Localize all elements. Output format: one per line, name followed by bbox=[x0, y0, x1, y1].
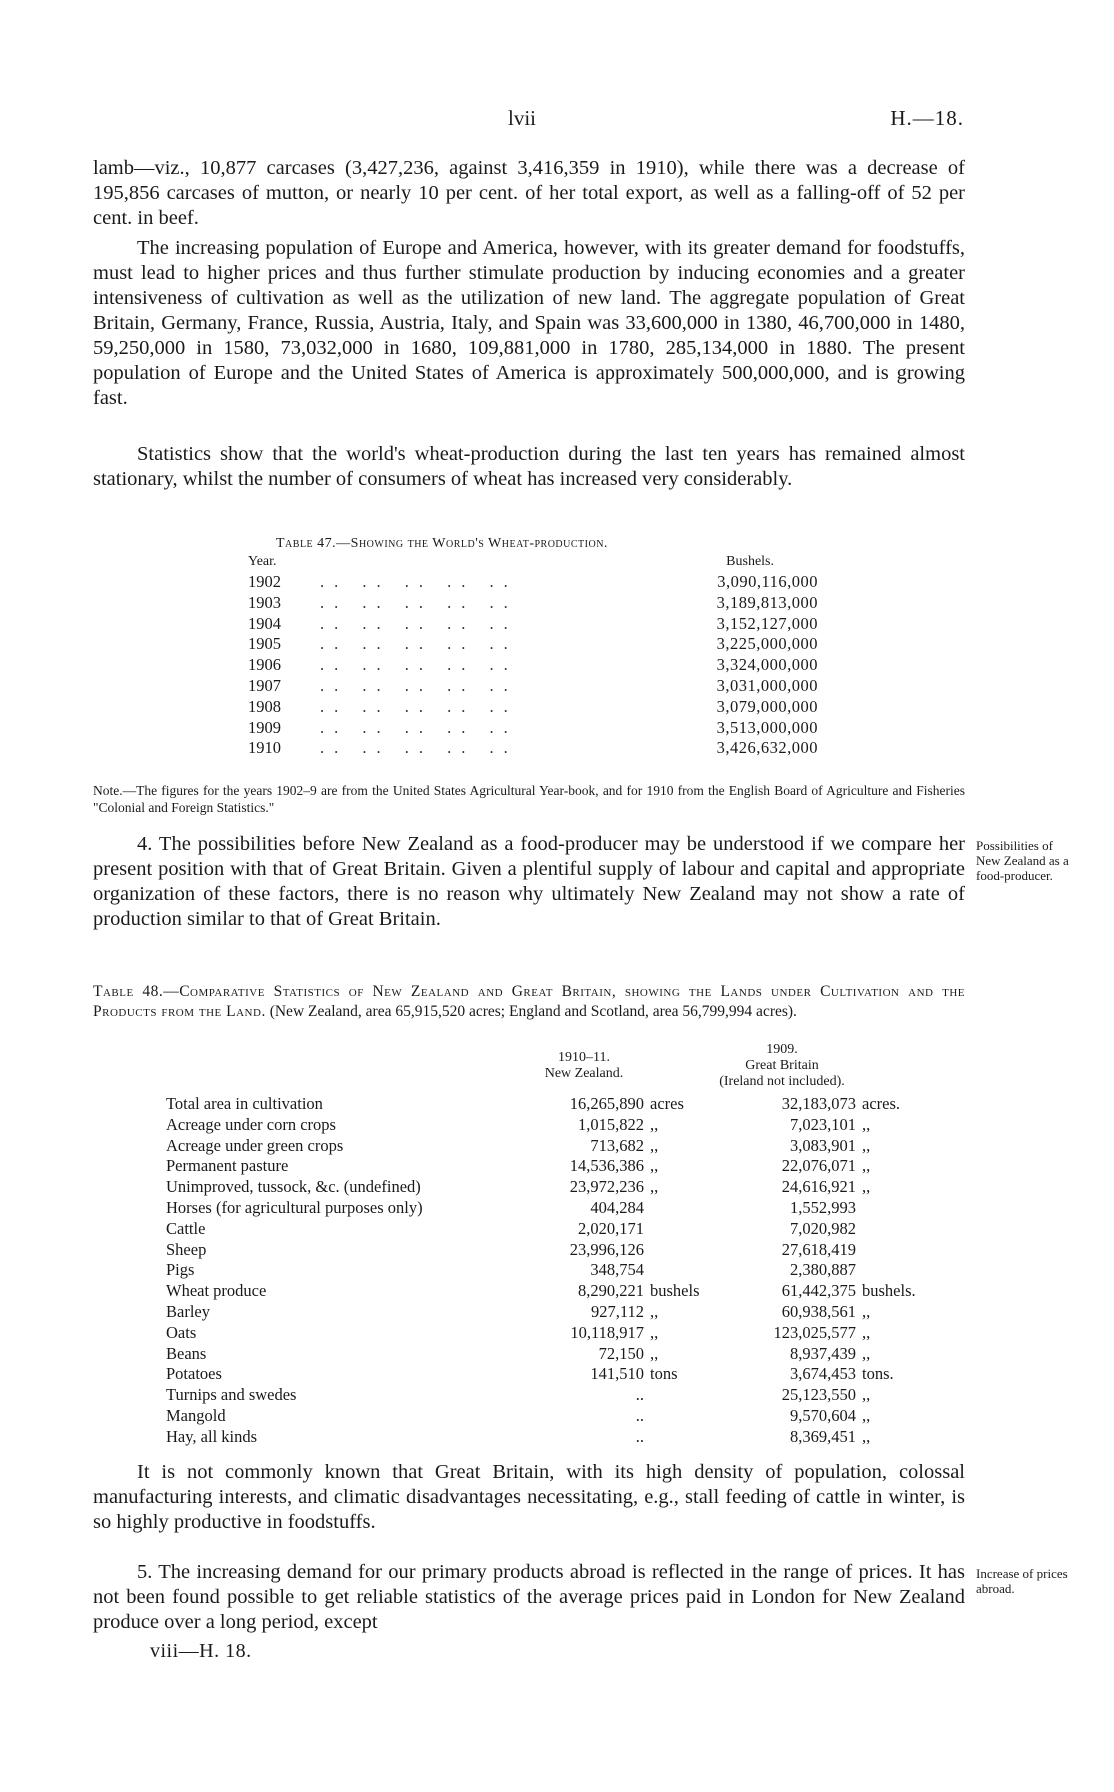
table-48-caption-lead: Table 48. bbox=[93, 983, 164, 1000]
nz-value-cell: 23,996,126 bbox=[569, 1239, 644, 1259]
bushels-cell: 3,079,000,000 bbox=[716, 696, 818, 716]
year-cell: 1907 bbox=[248, 675, 281, 695]
nz-unit-cell: ,, bbox=[650, 1156, 659, 1176]
gb-value-cell: 25,123,550 bbox=[781, 1385, 856, 1405]
nz-value-cell: 72,150 bbox=[598, 1343, 644, 1363]
row-label: Total area in cultivation bbox=[166, 1094, 323, 1113]
column-header-nz-name: New Zealand. bbox=[544, 1066, 624, 1081]
table-row bbox=[166, 1406, 906, 1427]
margin-note-possibilities: Possibilities of New Zealand as a food-producer. bbox=[976, 838, 1069, 883]
row-label: Mangold bbox=[166, 1405, 226, 1425]
table-row bbox=[166, 1219, 906, 1240]
table-48-caption bbox=[93, 982, 965, 1022]
gb-unit-cell: acres. bbox=[862, 1094, 901, 1113]
gb-value-cell: 8,937,439 bbox=[790, 1343, 856, 1363]
nz-unit-cell: ,, bbox=[650, 1322, 659, 1342]
column-header-great-britain bbox=[682, 1042, 882, 1090]
row-label: Beans bbox=[166, 1343, 207, 1363]
gb-unit-cell: tons. bbox=[862, 1364, 894, 1384]
nz-unit-cell: ,, bbox=[650, 1177, 659, 1197]
row-label: Unimproved, tussock, &c. (undefined) bbox=[166, 1177, 421, 1197]
gb-value-cell: 32,183,073 bbox=[781, 1094, 856, 1113]
gb-value-cell: 27,618,419 bbox=[781, 1239, 856, 1259]
table-row bbox=[166, 1302, 906, 1323]
gb-value-cell: 7,020,982 bbox=[790, 1218, 856, 1238]
margin-note-increase: Increase of prices abroad. bbox=[976, 1566, 1068, 1596]
gb-value-cell: 3,083,901 bbox=[790, 1135, 856, 1155]
leader-dots: .. .. .. .. .. bbox=[320, 738, 518, 758]
gb-value-cell: 60,938,561 bbox=[781, 1301, 856, 1321]
nz-unit-cell: tons bbox=[650, 1364, 678, 1384]
year-cell: 1903 bbox=[248, 592, 281, 612]
gb-value-cell: 22,076,071 bbox=[781, 1156, 856, 1176]
column-header-nz-year: 1910–11. bbox=[558, 1050, 610, 1065]
table-row bbox=[248, 676, 818, 697]
table-row bbox=[248, 572, 818, 593]
row-label: Oats bbox=[166, 1322, 197, 1342]
leader-dots: .. .. .. .. .. bbox=[320, 655, 518, 675]
table-row bbox=[166, 1281, 916, 1302]
nz-unit-cell: bushels bbox=[650, 1281, 700, 1301]
row-label: Pigs bbox=[166, 1260, 195, 1280]
table-row bbox=[248, 697, 818, 718]
gb-value-cell: 3,674,453 bbox=[790, 1364, 856, 1384]
table-row bbox=[248, 634, 818, 655]
year-cell: 1906 bbox=[248, 655, 281, 675]
table-48-caption-title: —Comparative Statistics of New Zealand and Great Britain, showing the Lands under Cultivation and the Products from the Land. bbox=[93, 983, 965, 1020]
nz-value-cell: 348,754 bbox=[590, 1260, 644, 1280]
gb-unit-cell: ,, bbox=[862, 1405, 871, 1425]
leader-dots: .. .. .. .. .. bbox=[320, 696, 518, 716]
gb-unit-cell: ,, bbox=[862, 1301, 871, 1321]
gb-unit-cell: ,, bbox=[862, 1114, 871, 1134]
gb-value-cell: 8,369,451 bbox=[790, 1426, 856, 1446]
leader-dots: .. .. .. .. .. bbox=[320, 675, 518, 695]
nz-value-cell: 10,118,917 bbox=[570, 1322, 644, 1342]
gb-unit-cell: ,, bbox=[862, 1426, 871, 1446]
table-row bbox=[248, 718, 818, 739]
bushels-cell: 3,090,116,000 bbox=[717, 572, 818, 591]
paragraph-prices: 5. The increasing demand for our primary products abroad is reflected in the range of prices. It has not been found possible to get reliable statistics of the average prices paid in London for New Zealand produce over a long period, except bbox=[93, 1561, 965, 1633]
nz-value-cell: 16,265,890 bbox=[569, 1094, 644, 1113]
table-row bbox=[166, 1198, 906, 1219]
paragraph-wheat-statistics: Statistics show that the world's wheat-production during the last ten years has remained almost stationary, whilst the number of consumers of wheat has increased very considerably. bbox=[93, 443, 965, 490]
table-row bbox=[166, 1364, 906, 1385]
table-row bbox=[248, 614, 818, 635]
gb-unit-cell: ,, bbox=[862, 1343, 871, 1363]
nz-value-cell: 713,682 bbox=[590, 1135, 644, 1155]
year-cell: 1910 bbox=[248, 738, 281, 758]
gb-value-cell: 123,025,577 bbox=[773, 1322, 856, 1342]
table-row bbox=[166, 1094, 906, 1115]
year-cell: 1902 bbox=[248, 572, 281, 591]
leader-dots: .. .. .. .. .. bbox=[320, 613, 518, 633]
nz-value-cell: 2,020,171 bbox=[578, 1218, 644, 1238]
gb-value-cell: 61,442,375 bbox=[781, 1281, 856, 1301]
gb-unit-cell: bushels. bbox=[862, 1281, 916, 1301]
table-row bbox=[166, 1344, 906, 1365]
nz-value-cell: .. bbox=[635, 1385, 644, 1405]
document-reference: H.—18. bbox=[890, 106, 964, 130]
row-label: Horses (for agricultural purposes only) bbox=[166, 1197, 423, 1217]
bushels-cell: 3,152,127,000 bbox=[716, 613, 818, 633]
year-cell: 1905 bbox=[248, 634, 281, 654]
table-row bbox=[248, 738, 818, 759]
nz-value-cell: 927,112 bbox=[590, 1301, 644, 1321]
gb-unit-cell: ,, bbox=[862, 1156, 871, 1176]
column-header-gb-name: Great Britain bbox=[745, 1058, 819, 1073]
row-label: Hay, all kinds bbox=[166, 1426, 258, 1446]
table-47-header bbox=[248, 554, 818, 572]
leader-dots: .. .. .. .. .. bbox=[320, 634, 518, 654]
gb-value-cell: 1,552,993 bbox=[790, 1197, 856, 1217]
row-label: Turnips and swedes bbox=[166, 1385, 297, 1405]
column-header-gb-year: 1909. bbox=[766, 1042, 798, 1057]
nz-value-cell: 141,510 bbox=[590, 1364, 644, 1384]
row-label: Permanent pasture bbox=[166, 1156, 289, 1176]
leader-dots: .. .. .. .. .. bbox=[320, 717, 518, 737]
nz-value-cell: 23,972,236 bbox=[569, 1177, 644, 1197]
row-label: Acreage under corn crops bbox=[166, 1114, 336, 1134]
column-header-bushels: Bushels. bbox=[726, 554, 774, 569]
nz-unit-cell: ,, bbox=[650, 1343, 659, 1363]
page-header bbox=[0, 106, 1114, 134]
table-row bbox=[166, 1156, 906, 1177]
leader-dots: .. .. .. .. .. bbox=[320, 592, 518, 612]
gb-value-cell: 9,570,604 bbox=[790, 1405, 856, 1425]
row-label: Barley bbox=[166, 1301, 210, 1321]
page-number: lvii bbox=[508, 106, 537, 130]
paragraph-possibilities: 4. The possibilities before New Zealand as a food-producer may be understood if we compare her present position with that of Great Britain. Given a plentiful supply of labour and capital and appropriate organization of these factors, there is no reason why ultimately New Zealand may not show a rate of production similar to that of Great Britain. bbox=[93, 833, 965, 930]
table-row bbox=[166, 1240, 906, 1261]
column-header-new-zealand bbox=[524, 1050, 644, 1082]
row-label: Wheat produce bbox=[166, 1281, 267, 1301]
nz-value-cell: 1,015,822 bbox=[578, 1114, 644, 1134]
gb-unit-cell: ,, bbox=[862, 1135, 871, 1155]
table-47 bbox=[248, 554, 818, 759]
nz-unit-cell: ,, bbox=[650, 1135, 659, 1155]
bushels-cell: 3,324,000,000 bbox=[716, 655, 818, 675]
nz-unit-cell: ,, bbox=[650, 1301, 659, 1321]
year-cell: 1909 bbox=[248, 717, 281, 737]
bushels-cell: 3,031,000,000 bbox=[716, 675, 818, 695]
table-row bbox=[166, 1115, 906, 1136]
table-47-note: Note.—The figures for the years 1902–9 are from the United States Agricultural Year-book, and for 1910 from the English Board of Agriculture and Fisheries "Colonial and Foreign Statistics." bbox=[93, 783, 965, 815]
row-label: Sheep bbox=[166, 1239, 207, 1259]
table-row bbox=[248, 593, 818, 614]
table-row bbox=[166, 1323, 906, 1344]
year-cell: 1904 bbox=[248, 613, 281, 633]
row-label: Acreage under green crops bbox=[166, 1135, 344, 1155]
nz-value-cell: 8,290,221 bbox=[578, 1281, 644, 1301]
gb-value-cell: 24,616,921 bbox=[781, 1177, 856, 1197]
gb-unit-cell: ,, bbox=[862, 1322, 871, 1342]
table-row bbox=[166, 1260, 906, 1281]
paragraph-lamb: lamb—viz., 10,877 carcases (3,427,236, against 3,416,359 in 1910), while there was a decrease of 195,856 carcases of mutton, or nearly 10 per cent. of her total export, as well as a falling-off of 52 per cent. in beef. bbox=[93, 157, 965, 229]
nz-unit-cell: ,, bbox=[650, 1114, 659, 1134]
row-label: Cattle bbox=[166, 1218, 206, 1238]
gb-value-cell: 7,023,101 bbox=[790, 1114, 856, 1134]
paragraph-population: The increasing population of Europe and America, however, with its greater demand for foodstuffs, must lead to higher prices and thus further stimulate production by inducing economies and a greater intensiveness of cultivation as well as the utilization of new land. The aggregate population of Great Britain, Germany, France, Russia, Austria, Italy, and Spain was 33,600,000 in 1380, 46,700,000 in 1480, 59,250,000 in 1580, 73,032,000 in 1680, 109,881,000 in 1780, 285,134,000 in 1880. The present population of Europe and the United States of America is approximately 500,000,000, and is growing fast. bbox=[93, 237, 965, 409]
nz-unit-cell: acres bbox=[650, 1094, 684, 1113]
column-header-year: Year. bbox=[248, 554, 277, 569]
table-row bbox=[166, 1385, 906, 1406]
gb-unit-cell: ,, bbox=[862, 1385, 871, 1405]
table-47-caption: Table 47.—Showing the World's Wheat-production. bbox=[276, 536, 608, 551]
bushels-cell: 3,189,813,000 bbox=[716, 592, 818, 612]
table-row bbox=[166, 1177, 906, 1198]
bushels-cell: 3,225,000,000 bbox=[716, 634, 818, 654]
gb-unit-cell: ,, bbox=[862, 1177, 871, 1197]
bushels-cell: 3,426,632,000 bbox=[716, 738, 818, 758]
table-47-body bbox=[248, 572, 818, 759]
nz-value-cell: 404,284 bbox=[590, 1197, 644, 1217]
column-header-gb-note: (Ireland not included). bbox=[719, 1074, 845, 1089]
nz-value-cell: 14,536,386 bbox=[569, 1156, 644, 1176]
leader-dots: .. .. .. .. .. bbox=[320, 572, 518, 591]
table-48-caption-tail: (New Zealand, area 65,915,520 acres; England and Scotland, area 56,799,994 acres). bbox=[265, 1003, 797, 1020]
bushels-cell: 3,513,000,000 bbox=[716, 717, 818, 737]
table-48-body bbox=[166, 1094, 916, 1448]
year-cell: 1908 bbox=[248, 696, 281, 716]
table-row bbox=[248, 655, 818, 676]
table-row bbox=[166, 1427, 906, 1448]
table-row bbox=[166, 1136, 906, 1157]
nz-value-cell: .. bbox=[635, 1426, 644, 1446]
signature-mark: viii—H. 18. bbox=[150, 1640, 252, 1662]
gb-value-cell: 2,380,887 bbox=[790, 1260, 856, 1280]
nz-value-cell: .. bbox=[635, 1405, 644, 1425]
paragraph-great-britain-productive: It is not commonly known that Great Britain, with its high density of population, colossal manufacturing interests, and climatic disadvantages necessitating, e.g., stall feeding of cattle in winter, is so highly productive in foodstuffs. bbox=[93, 1461, 965, 1533]
row-label: Potatoes bbox=[166, 1364, 222, 1384]
